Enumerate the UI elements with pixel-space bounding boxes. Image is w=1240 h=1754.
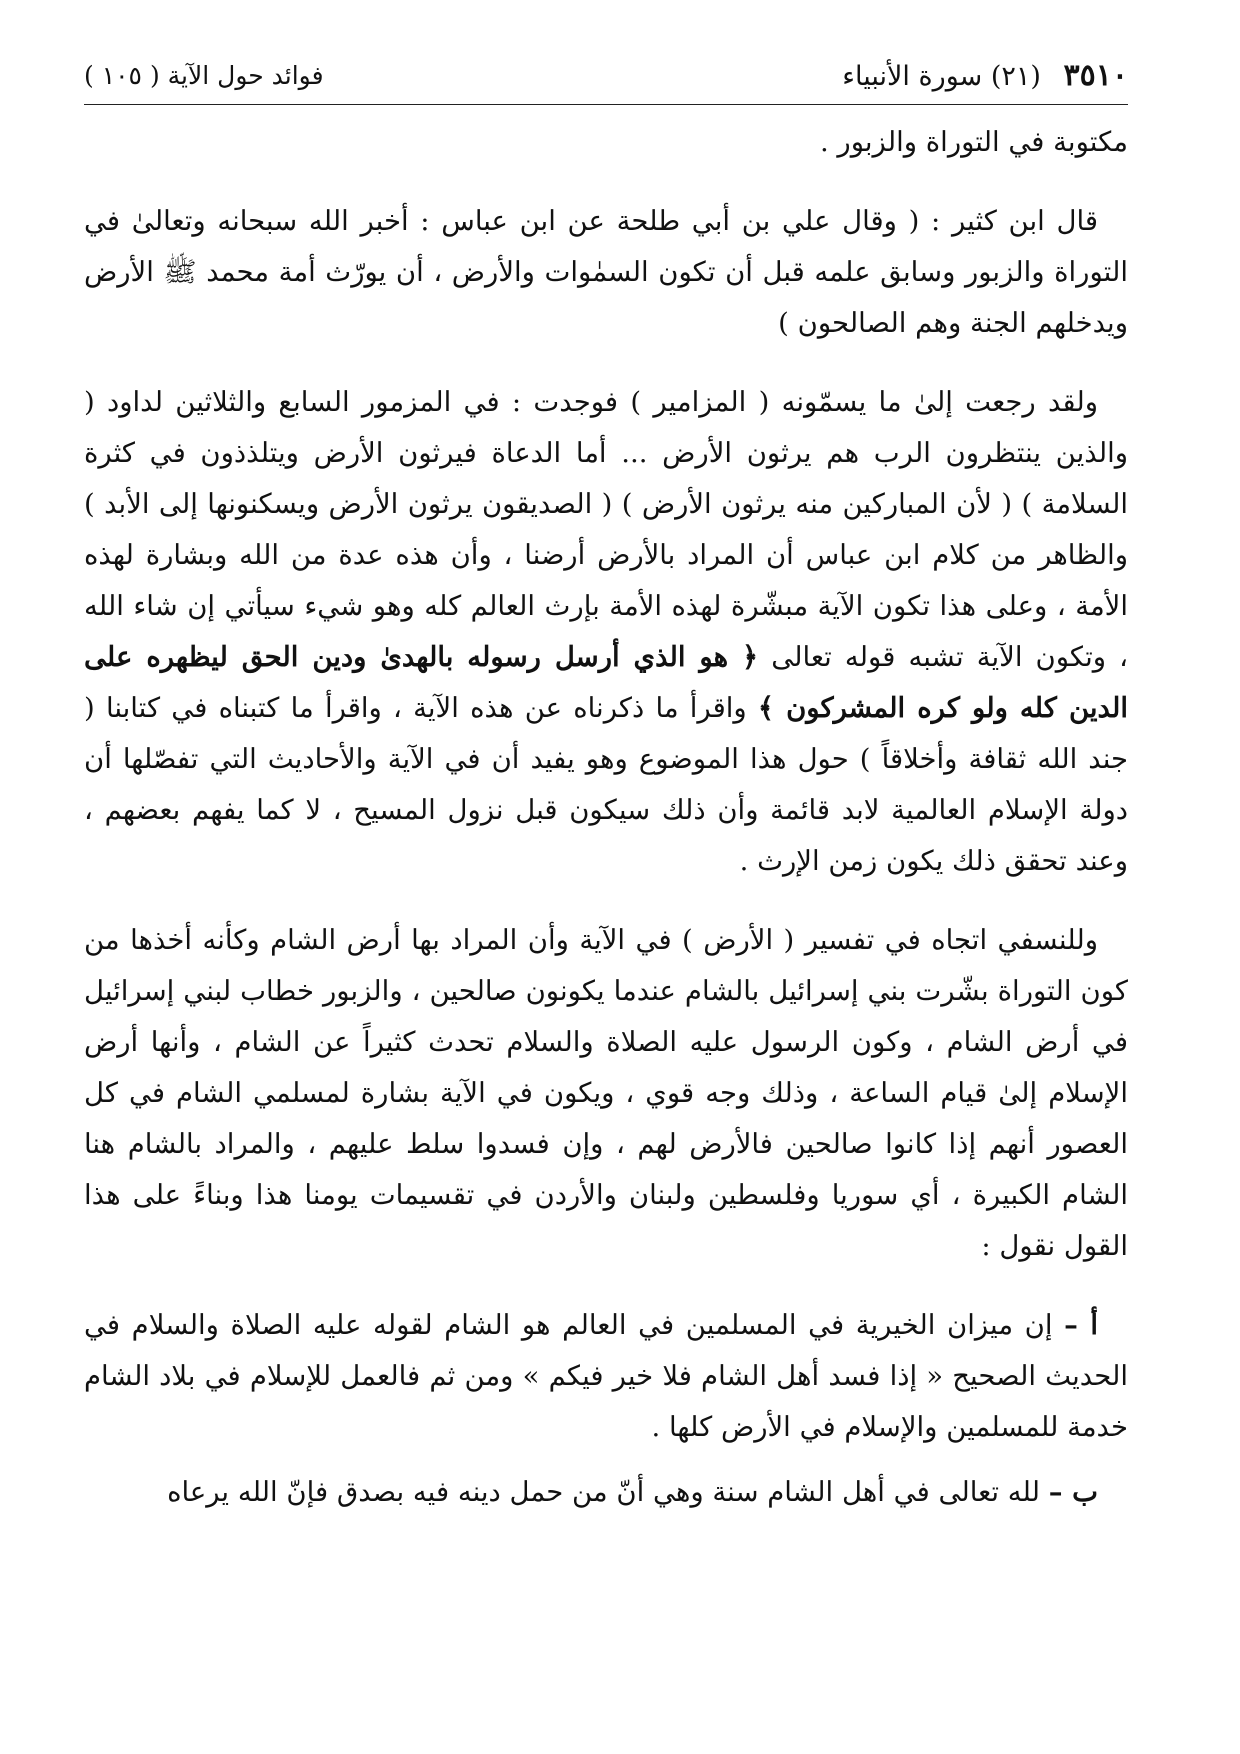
item-letter-b: ب – (1048, 1476, 1098, 1508)
item-letter-a: أ – (1064, 1309, 1098, 1341)
paragraph-ibn-kathir: قال ابن كثير : ( وقال علي بن أبي طلحة عن ابن عباس : أخبر الله سبحانه وتعالىٰ في التوراة والزبور وسابق علمه قبل أن تكون السمٰوات والأرض ، أن يورّث أمة محمد ﷺ الأرض ويدخلهم الجنة وهم الصالحون ) (84, 205, 1128, 339)
item-a-text: إن ميزان الخيرية في المسلمين في العالم هو الشام لقوله عليه الصلاة والسلام في الحديث الصحيح « إذا فسد أهل الشام فلا خير فيكم » ومن ثم فالعمل للإسلام في بلاد الشام خدمة للمسلمين والإسلام في الأرض كلها . (84, 1309, 1128, 1443)
header-right (842, 54, 1128, 99)
quran-verse: ﴿ هو الذي أرسل رسوله بالهدىٰ ودين الحق ليظهره على الدين كله ولو كره المشركون ﴾ (84, 641, 1128, 724)
page-header (84, 54, 1128, 105)
item-b-text: لله تعالى في أهل الشام سنة وهي أنّ من حمل دينه فيه بصدق فإنّ الله يرعاه (167, 1476, 1041, 1508)
book-page (84, 54, 1128, 1734)
list-item-a (84, 1300, 1128, 1453)
psalms-text-continued: واقرأ ما ذكرناه عن هذه الآية ، واقرأ ما كتبناه في كتابنا ( جند الله ثقافة وأخلاقاً ) حول هذا الموضوع وهو يفيد أن في الآية والأحاديث التي تفصّلها أن دولة الإسلام العالمية لابد قائمة وأن ذلك سيكون قبل نزول المسيح ، لا كما يفهم بعضهم ، وعند تحقق ذلك يكون زمن الإرث . (84, 692, 1128, 877)
list-item-b (84, 1467, 1128, 1518)
page-number: ٣٥١٠ (1063, 58, 1128, 93)
psalms-text: ولقد رجعت إلىٰ ما يسمّونه ( المزامير ) فوجدت : في المزمور السابع والثلاثين لداود ( والذين ينتظرون الرب هم يرثون الأرض ... أما الدعاة فيرثون الأرض ويتلذذون في كثرة السلامة ) ( لأن المباركين منه يرثون الأرض ) ( الصديقون يرثون الأرض ويسكنونها إلى الأبد ) والظاهر من كلام ابن عباس أن المراد بالأرض أرضنا ، وأن هذه عدة من الله وبشارة لهذه الأمة ، وعلى هذا تكون الآية مبشّرة لهذه الأمة بإرث العالم كله وهو شيء سيأتي إن شاء الله ، وتكون الآية تشبه قوله تعالى (84, 386, 1128, 673)
paragraph-nasafi: وللنسفي اتجاه في تفسير ( الأرض ) في الآية وأن المراد بها أرض الشام وكأنه أخذها من كون التوراة بشّرت بني إسرائيل بالشام عندما يكونون صالحين ، والزبور خطاب لبني إسرائيل في أرض الشام ، وكون الرسول عليه الصلاة والسلام تحدث كثيراً عن الشام ، وأنها أرض الإسلام إلىٰ قيام الساعة ، وذلك وجه قوي ، ويكون في الآية بشارة لمسلمي الشام في كل العصور أنهم إذا كانوا صالحين فالأرض لهم ، وإن فسدوا سلط عليهم ، والمراد بالشام هنا الشام الكبيرة ، أي سوريا وفلسطين ولبنان والأردن في تقسيمات يومنا هذا وبناءً على هذا القول نقول : (84, 924, 1128, 1262)
surah-title: (٢١) سورة الأنبياء (842, 61, 1041, 92)
paragraph-1: مكتوبة في التوراة والزبور . (819, 126, 1128, 158)
page-body (84, 117, 1128, 1518)
header-topic: فوائد حول الآية ( ١٠٥ ) (84, 61, 324, 90)
paragraph-psalms (84, 377, 1128, 887)
